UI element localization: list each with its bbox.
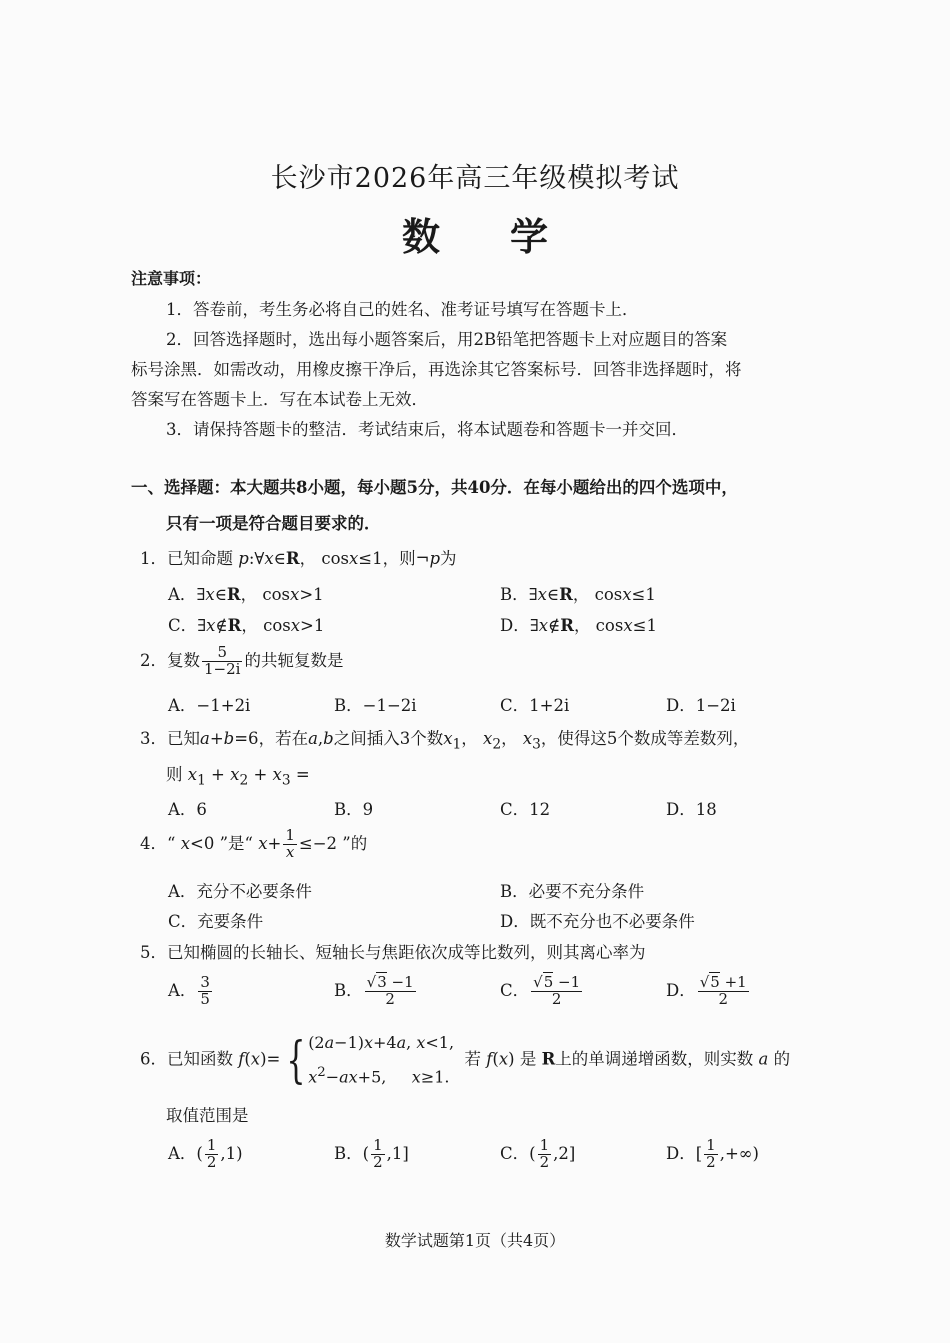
- question-2-option-b: B．−1−2i: [334, 696, 417, 715]
- note-item-2-line-1: 2．回答选择题时，选出每小题答案后，用2B铅笔把答题卡上对应题目的答案: [166, 330, 728, 349]
- notes-heading: 注意事项：: [131, 269, 212, 288]
- question-2: 2．复数 $\frac{5}{1-2i}$ 的共轭复数是: [140, 643, 344, 678]
- note-item-1: 1．答卷前，考生务必将自己的姓名、准考证号填写在答题卡上．: [166, 300, 639, 319]
- question-3-option-d: D．18: [666, 800, 717, 819]
- question-4-option-a: A．充分不必要条件: [168, 882, 312, 901]
- question-5-option-d: D． $\frac{√5 +1}{2}$: [666, 973, 747, 1008]
- note-item-2-line-2: 标号涂黑．如需改动，用橡皮擦干净后，再选涂其它答案标号．回答非选择题时，将: [131, 360, 742, 379]
- question-4-option-d: D．既不充分也不必要条件: [500, 912, 695, 931]
- question-6: 6．已知函数 f(x)= { (2a−1)x+4a, x<1, $x^2-ax+5$, x≥1. 若 f(x) 是 R上的单调递增函数，则实数 a 的: [140, 1031, 791, 1090]
- question-4-option-b: B．必要不充分条件: [500, 882, 645, 901]
- question-6-line-2: 取值范围是: [166, 1106, 249, 1125]
- question-2-option-a: A．−1+2i: [168, 696, 251, 715]
- question-6-option-b: B．( $\frac{1}{2}$ ,1]: [334, 1136, 409, 1171]
- question-1-option-b: B．∃x∈R， cosx≤1: [500, 585, 656, 604]
- question-4-option-c: C．充要条件: [168, 912, 264, 931]
- section-1-heading: 一、选择题：本大题共8小题，每小题5分，共40分．在每小题给出的四个选项中，: [131, 478, 738, 497]
- question-6-option-d: D．[ $\frac{1}{2}$ ,+∞): [666, 1136, 759, 1171]
- question-4: 4．“ x<0 ”是“ x+ $\frac{1}{x}$ ≤−2 ”的: [140, 826, 368, 861]
- question-1-option-a: A．∃x∈R， cosx>1: [168, 585, 324, 604]
- question-3-option-c: C．12: [500, 800, 551, 819]
- section-1-heading-line-2: 只有一项是符合题目要求的．: [166, 514, 381, 533]
- question-3-option-b: B．9: [334, 800, 374, 819]
- question-5: 5．已知椭圆的长轴长、短轴长与焦距依次成等比数列，则其离心率为: [140, 943, 646, 962]
- question-5-option-c: C． $\frac{√5 -1}{2}$: [500, 973, 581, 1008]
- question-6-option-a: A．( $\frac{1}{2}$ ,1): [168, 1136, 243, 1171]
- question-5-option-a: A． $\frac{3}{5}$: [168, 973, 210, 1008]
- question-1-option-d: D．∃x∉R， cosx≤1: [500, 616, 657, 635]
- question-3-option-a: A．6: [168, 800, 207, 819]
- question-3-line-2: 则 $x_1 + x_2 + x_3$ =: [166, 765, 310, 789]
- question-2-option-c: C．1+2i: [500, 696, 570, 715]
- note-item-3: 3．请保持答题卡的整洁．考试结束后，将本试题卷和答题卡一并交回．: [166, 420, 688, 439]
- page-footer: 数学试题第1页（共4页）: [384, 1231, 566, 1250]
- question-1-option-c: C．∃x∉R， cosx>1: [168, 616, 325, 635]
- question-6-option-c: C．( $\frac{1}{2}$ ,2]: [500, 1136, 576, 1171]
- note-item-2-line-3: 答案写在答题卡上．写在本试卷上无效．: [131, 390, 428, 409]
- subject-title: 数学: [401, 214, 618, 259]
- question-2-option-d: D．1−2i: [666, 696, 736, 715]
- question-5-option-b: B． $\frac{√3 -1}{2}$: [334, 973, 414, 1008]
- question-1: 1．已知命题 p:∀x∈R， cosx≤1，则¬p为: [140, 549, 457, 568]
- question-3: 3．已知a+b=6，若在a,b之间插入3个数$x_1$， $x_2$， $x_3$，使得这5个数成等差数列，: [140, 729, 750, 753]
- exam-title: 长沙市2026年高三年级模拟考试: [270, 163, 680, 194]
